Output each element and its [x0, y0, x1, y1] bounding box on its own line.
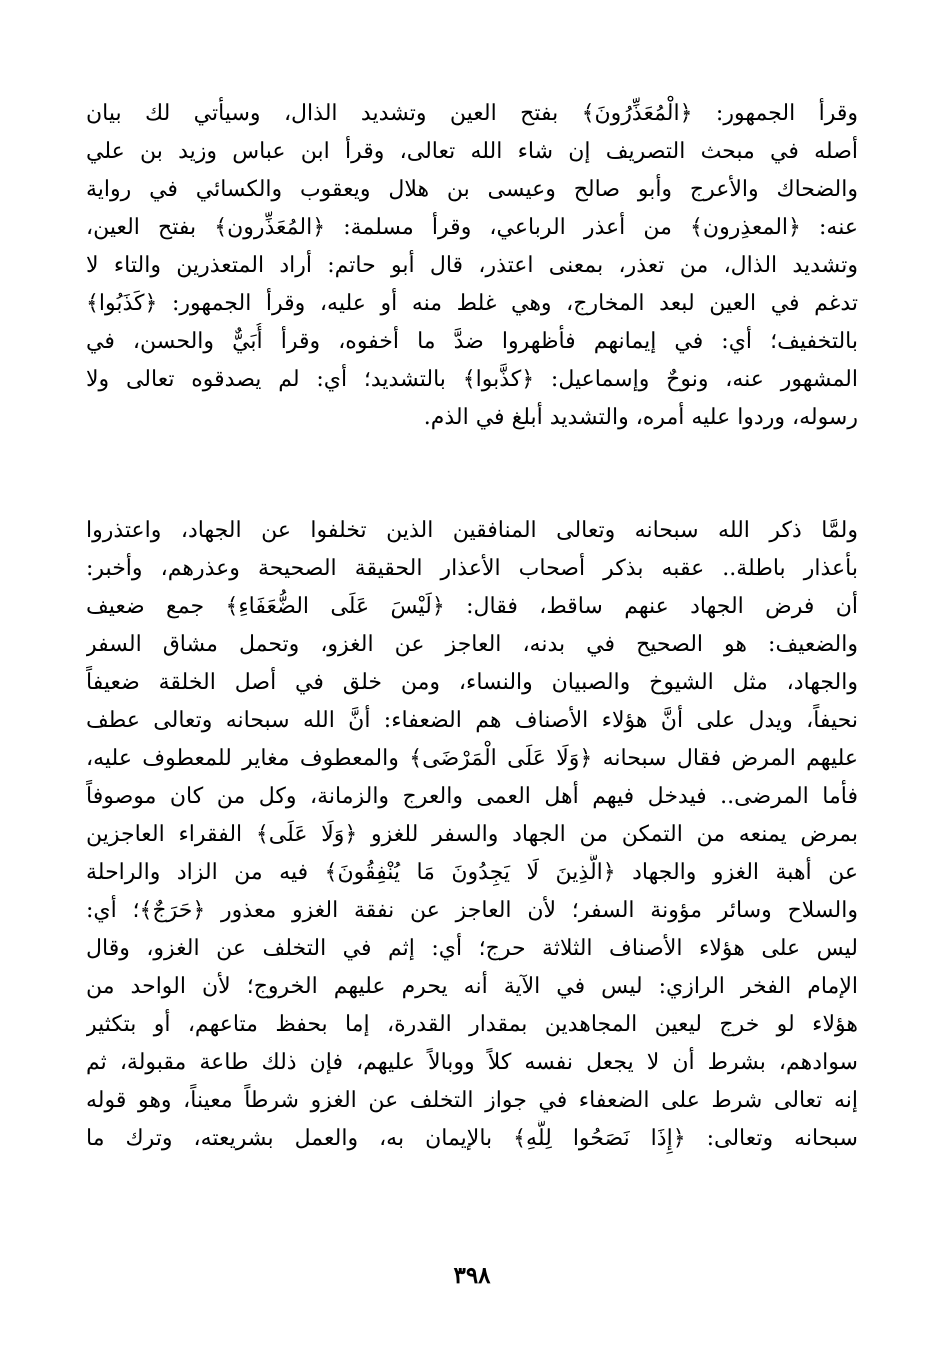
text-line: بالتخفيف؛ أي: في إيمانهم فأظهروا ضدَّ ما أخفوه، وقرأ أُبَيٌّ والحسن، في: [86, 329, 858, 354]
text-line: أن فرض الجهاد عنهم ساقط، فقال: ﴿لَيْسَ عَلَى الضُّعَفَاءِ﴾ جمع ضعيف: [86, 594, 858, 619]
text-line: عن أهبة الغزو والجهاد ﴿الَّذِينَ لَا يَجِدُونَ مَا يُنْفِقُونَ﴾ فيه من الزاد والراحلة: [86, 860, 858, 885]
paragraph-2: [86, 512, 858, 1158]
text-line: وقرأ الجمهور: ﴿الْمُعَذِّرُونَ﴾ بفتح العين وتشديد الذال، وسيأتي لك بيان: [86, 101, 858, 126]
text-line: تدغم في العين لبعد المخارج، وهي غلط منه أو عليه، وقرأ الجمهور: ﴿كَذَبُوا﴾: [86, 291, 858, 316]
text-line: فأما المرضى.. فيدخل فيهم أهل العمى والعرج والزمانة، وكل من كان موصوفاً: [86, 784, 858, 809]
text-line: رسوله، وردوا عليه أمره، والتشديد أبلغ في الذم.: [423, 405, 858, 430]
text-line: سوادهم، بشرط أن لا يجعل نفسه كلاً ووبالاً عليهم، فإن ذلك طاعة مقبولة، ثم: [86, 1050, 858, 1075]
text-line: سبحانه وتعالى: ﴿إِذَا نَصَحُوا لِلَّهِ﴾ بالإيمان به، والعمل بشريعته، وترك ما: [86, 1126, 858, 1151]
text-line: إنه تعالى شرط على الضعفاء في جواز التخلف عن الغزو شرطاً معيناً، وهو قوله: [86, 1088, 858, 1113]
text-line: بأعذار باطلة.. عقبه بذكر أصحاب الأعذار الحقيقة الصحيحة وعذرهم، وأخبر:: [86, 556, 858, 581]
text-line: أصله في مبحث التصريف إن شاء الله تعالى، وقرأ ابن عباس وزيد بن علي: [86, 139, 858, 164]
text-line: ولمَّا ذكر الله سبحانه وتعالى المنافقين الذين تخلفوا عن الجهاد، واعتذروا: [86, 518, 858, 543]
page-number: ٣٩٨: [453, 1262, 491, 1289]
text-line: هؤلاء لو خرج ليعين المجاهدين بمقدار القدرة، إما بحفظ متاعهم، أو بتكثير: [86, 1012, 858, 1037]
text-line: عنه: ﴿المعذِرون﴾ من أعذر الرباعي، وقرأ مسلمة: ﴿المُعَذِّرون﴾ بفتح العين،: [86, 215, 858, 240]
text-line: عليهم المرض فقال سبحانه ﴿وَلَا عَلَى الْمَرْضَى﴾ والمعطوف مغاير للمعطوف عليه،: [86, 746, 858, 771]
text-line: ليس على هؤلاء الأصناف الثلاثة حرج؛ أي: إثم في التخلف عن الغزو، وقال: [86, 936, 858, 961]
text-line: نحيفاً، ويدل على أنَّ هؤلاء الأصناف هم الضعفاء: أنَّ الله سبحانه وتعالى عطف: [86, 708, 858, 733]
text-line: وتشديد الذال، من تعذر، بمعنى اعتذر، قال أبو حاتم: أراد المتعذرين والتاء لا: [86, 253, 858, 278]
text-line: الإمام الفخر الرازي: ليس في الآية أنه يحرم عليهم الخروج؛ لأن الواحد من: [86, 974, 858, 999]
text-line: والضحاك والأعرج وأبو صالح وعيسى بن هلال ويعقوب والكسائي في رواية: [86, 177, 858, 202]
text-line: المشهور عنه، ونوحٌ وإسماعيل: ﴿كذَّبوا﴾ بالتشديد؛ أي: لم يصدقوه تعالى ولا: [86, 367, 858, 392]
paragraph-1: [86, 95, 858, 437]
text-line: والجهاد، مثل الشيوخ والصبيان والنساء، ومن خلق في أصل الخلقة ضعيفاً: [86, 670, 858, 695]
text-line: والسلاح وسائر مؤونة السفر؛ لأن العاجز عن نفقة الغزو معذور ﴿حَرَجٌ﴾؛ أي:: [86, 898, 858, 923]
text-line: بمرض يمنعه من التمكن من الجهاد والسفر للغزو ﴿وَلَا عَلَى﴾ الفقراء العاجزين: [86, 822, 858, 847]
text-line: والضعيف: هو الصحيح في بدنه، العاجز عن الغزو، وتحمل مشاق السفر: [86, 632, 858, 657]
